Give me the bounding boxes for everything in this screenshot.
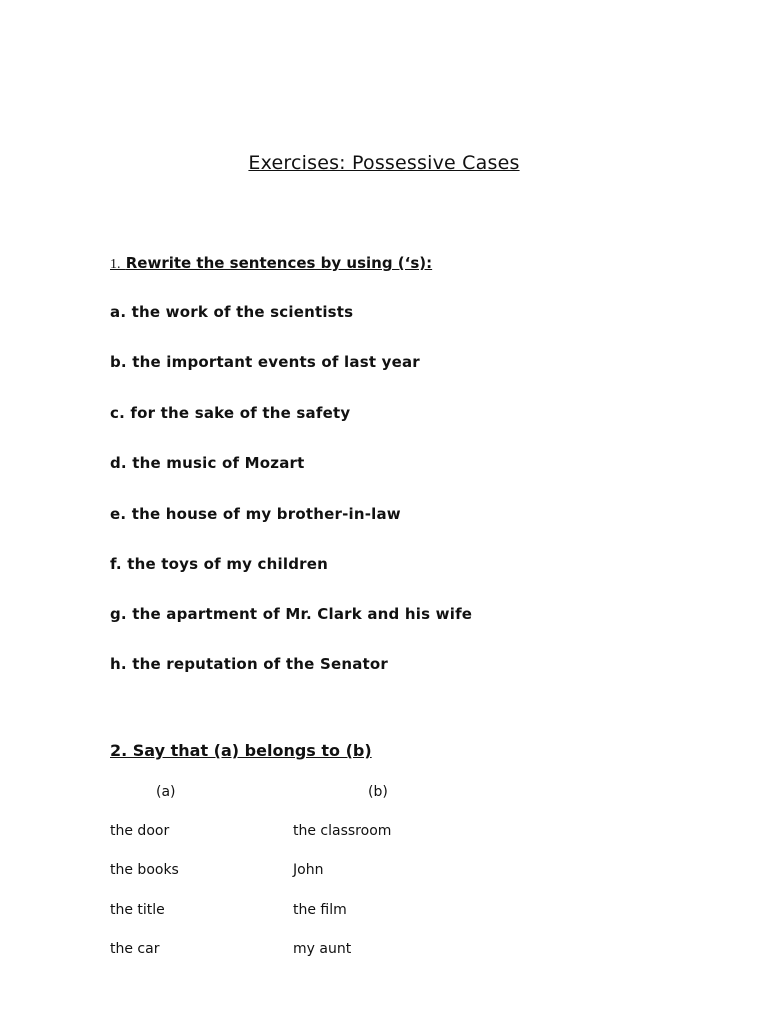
exercise-item-c: c. for the sake of the safety (110, 404, 351, 422)
exercise-item-a: a. the work of the scientists (110, 303, 354, 321)
pair-3-b: the film (293, 902, 347, 918)
exercise-item-e: e. the house of my brother-in-law (110, 505, 401, 523)
exercise-item-f: f. the toys of my children (110, 555, 328, 573)
pair-1-a: the door (110, 823, 170, 839)
pair-2-a: the books (110, 862, 179, 878)
pair-4-a: the car (110, 941, 160, 957)
column-b-header: (b) (368, 784, 388, 800)
pair-1-b: the classroom (293, 823, 392, 839)
page-title: Exercises: Possessive Cases (248, 152, 520, 174)
section-1-instruction: Rewrite the sentences by using (‘s): (125, 254, 433, 272)
exercise-item-g: g. the apartment of Mr. Clark and his wife (110, 605, 473, 623)
section-1-number: 1. (110, 257, 121, 272)
section-2-heading: 2. Say that (a) belongs to (b) (110, 741, 372, 760)
exercise-item-b: b. the important events of last year (110, 353, 420, 371)
exercise-item-h: h. the reputation of the Senator (110, 655, 388, 673)
pair-4-b: my aunt (293, 941, 352, 957)
pair-2-b: John (293, 862, 324, 878)
section-1-heading (110, 254, 432, 273)
column-a-header: (a) (156, 784, 176, 800)
pair-3-a: the title (110, 902, 165, 918)
exercise-item-d: d. the music of Mozart (110, 454, 305, 472)
